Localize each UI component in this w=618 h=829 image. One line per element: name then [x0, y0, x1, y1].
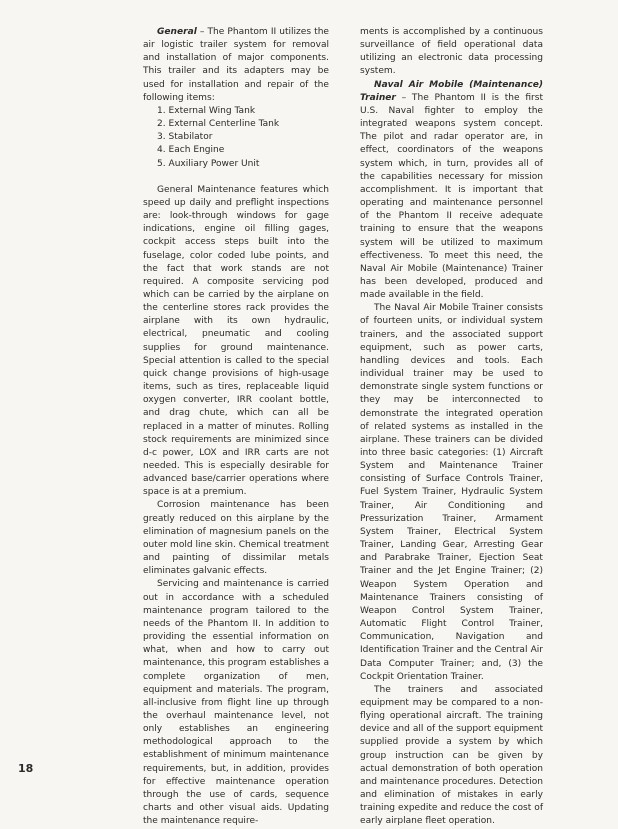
general-maintenance-paragraph: General Maintenance features which speed up daily and preflight inspections are: look-through windows for gage indications, engine oil filling gages, cockpit access steps built into the fuselage, color coded lube points, and the fact that work stands are not required. A composite servicing pod which can be carried by the airplane on the centerline stores rack provides the airplane with its own hydraulic, electrical, pneumatic and cooling supplies for ground maintenance. Special attention is called to the special quick change provisions of high-usage items, such as tires, replaceable liquid oxygen converter, IRR coolant bottle, and drag chute, which can all be replaced in a matter of minutes. Rolling stock requirements are minimized since d-c power, LOX and IRR carts are not needed. This is especially desirable for advanced base/carrier operations where space is at a premium. [143, 184, 329, 498]
left-column [143, 26, 329, 828]
list-item: 1. External Wing Tank [157, 105, 256, 116]
list-item: 4. Each Engine [157, 145, 225, 156]
continuation-paragraph: ments is accomplished by a continuous surveillance of field operational data utilizing an electronic data processing system. [360, 27, 543, 77]
naval-trainer-lead: Naval Air Mobile (Maintenance) Trainer [360, 79, 543, 103]
servicing-paragraph: Servicing and maintenance is carried out in accordance with a scheduled maintenance program tailored to the needs of the Phantom II. In addition to providing the essential information on what, when and how to carry out maintenance, this program establishes a complete organization of men, equipment and materials. The program, all-inclusive from flight line up through the overhaul maintenance level, not only establishes an engineering methodological approach to the establishment of minimum maintenance requirements, but, in addition, provides for effective maintenance operation through the use of cards, sequence charts and other visual aids. Updating the maintenance require- [143, 579, 329, 827]
list-item: 5. Auxiliary Power Unit [157, 158, 260, 169]
right-column [360, 26, 543, 829]
naval-trainer-text: – The Phantom II is the first U.S. Naval fighter to employ the integrated weapons system concept. The pilot and radar operator are, in effect, coordinators of the weapons system which, in turn, provides all of the capabilities necessary for mission accomplishment. It is important that operating and maintenance personnel of the Phantom II receive adequate training to ensure that the weapons system will be utilized to maximum effectiveness. To meet this need, the Naval Air Mobile (Maintenance) Trainer has been developed, produced and made available in the field. [360, 92, 543, 301]
list-item: 3. Stabilator [157, 132, 213, 143]
naval-trainer-paragraph [360, 79, 543, 303]
items-list [143, 105, 329, 171]
corrosion-paragraph: Corrosion maintenance has been greatly reduced on this airplane by the elimination of magnesium panels on the outer mold line skin. Chemical treatment and painting of dissimilar metals eliminates galvanic effects. [143, 500, 329, 577]
page-number: 18 [18, 762, 34, 775]
general-text: – The Phantom II utilizes the air logistic trailer system for removal and installation of major components. This trailer and its adapters may be used for installation and repair of the following items: [143, 27, 329, 103]
equipment-paragraph: The trainers and associated equipment may be compared to a non-flying operational aircraft. The training device and all of the support equipment supplied provide a system by which group instruction can be given by actual demonstration of both operation and maintenance procedures. Detection and elimination of mistakes in early training expedite and reduce the cost of early airplane fleet operation. [360, 684, 543, 827]
general-paragraph [143, 26, 329, 105]
trainer-units-paragraph: The Naval Air Mobile Trainer consists of fourteen units, or individual system trainers, and the associated support equipment, such as power carts, handling devices and tools. Each individual trainer may be used to demonstrate single system functions or they may be interconnected to demonstrate the integrated operation of related systems as installed in the airplane. These trainers can be divided into three basic categories: (1) Aircraft System and Maintenance Trainer consisting of Surface Controls Trainer, Fuel System Trainer, Hydraulic System Trainer, Air Conditioning and Pressurization Trainer, Armament System Trainer, Electrical System Trainer, Landing Gear, Arresting Gear and Parabrake Trainer, Ejection Seat Trainer and the Jet Engine Trainer; (2) Weapon System Operation and Maintenance Trainers consisting of Weapon Control System Trainer, Automatic Flight Control Trainer, Communication, Navigation and Identification Trainer and the Central Air Data Computer Trainer; and, (3) the Cockpit Orientation Trainer. [360, 303, 543, 682]
list-item: 2. External Centerline Tank [157, 119, 280, 130]
general-lead: General [157, 27, 197, 37]
